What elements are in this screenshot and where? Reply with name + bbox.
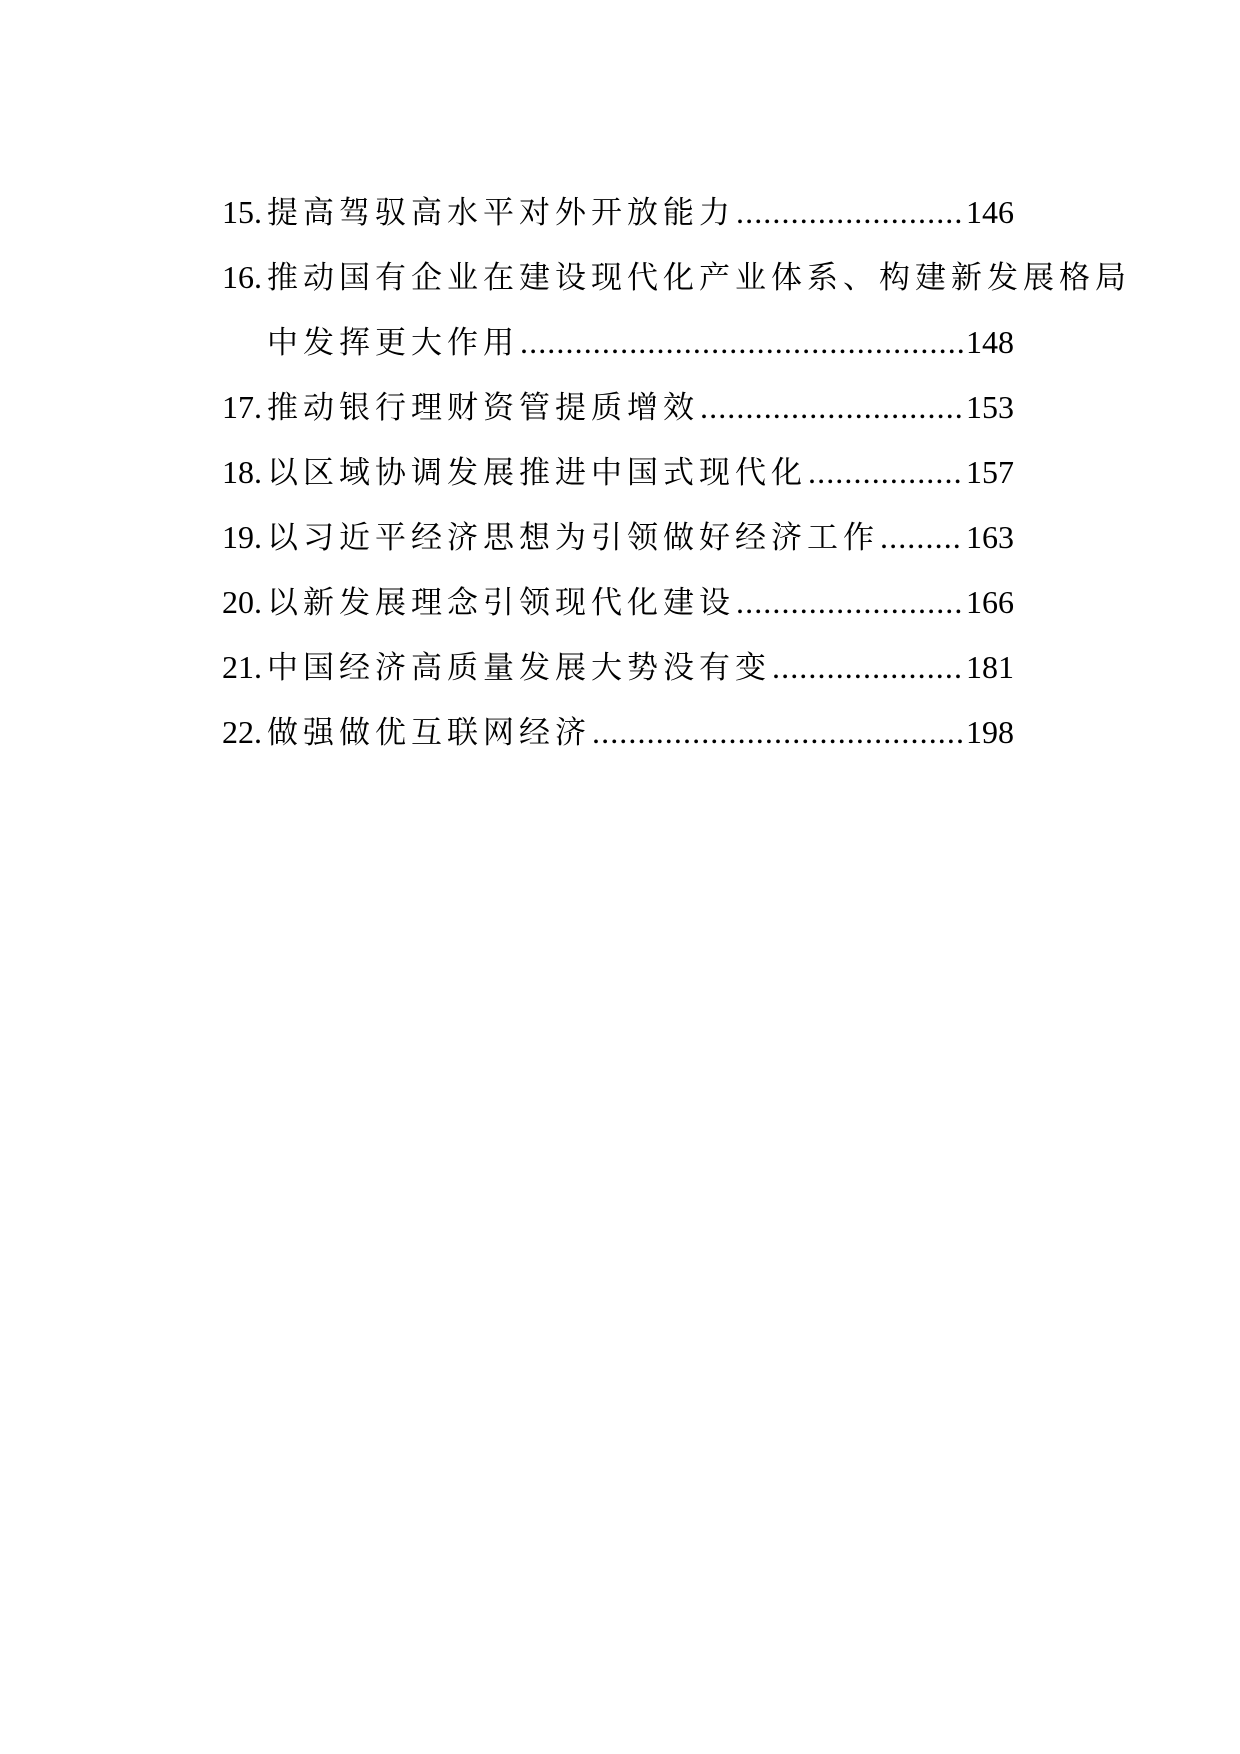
toc-entry-title: 推动银行理财资管提质增效 bbox=[267, 390, 699, 426]
toc-entry-title: 以区域协调发展推进中国式现代化 bbox=[267, 455, 807, 491]
toc-entry-16[interactable] bbox=[222, 245, 1131, 375]
toc-dot-leader bbox=[592, 700, 964, 765]
toc-entry-number: 22. bbox=[222, 714, 262, 750]
toc-entry-18[interactable] bbox=[222, 440, 1022, 505]
toc-entry-number: 20. bbox=[222, 584, 262, 620]
toc-dot-leader bbox=[736, 180, 964, 245]
toc-entry-22[interactable] bbox=[222, 700, 1022, 765]
toc-dot-leader bbox=[808, 440, 964, 505]
toc-dot-leader bbox=[736, 570, 964, 635]
toc-entry-title: 做强做优互联网经济 bbox=[267, 715, 591, 751]
toc-entry-17[interactable] bbox=[222, 375, 1022, 440]
toc-dot-leader bbox=[880, 505, 964, 570]
table-of-contents bbox=[222, 180, 1131, 765]
toc-entry-page: 157 bbox=[966, 454, 1014, 490]
toc-entry-number: 16. bbox=[222, 259, 262, 295]
toc-entry-title: 提高驾驭高水平对外开放能力 bbox=[267, 195, 735, 231]
toc-entry-title: 以习近平经济思想为引领做好经济工作 bbox=[267, 520, 879, 556]
toc-entry-number: 19. bbox=[222, 519, 262, 555]
toc-dot-leader bbox=[700, 375, 964, 440]
toc-entry-page: 198 bbox=[966, 714, 1014, 750]
toc-dot-leader bbox=[520, 310, 964, 375]
toc-entry-page: 146 bbox=[966, 194, 1014, 230]
toc-dot-leader bbox=[772, 635, 964, 700]
toc-entry-page: 148 bbox=[966, 324, 1014, 360]
toc-entry-15[interactable] bbox=[222, 180, 1022, 245]
toc-entry-page: 166 bbox=[966, 584, 1014, 620]
toc-entry-number: 18. bbox=[222, 454, 262, 490]
toc-entry-page: 163 bbox=[966, 519, 1014, 555]
toc-entry-number: 15. bbox=[222, 194, 262, 230]
toc-entry-page: 153 bbox=[966, 389, 1014, 425]
toc-entry-page: 181 bbox=[966, 649, 1014, 685]
toc-entry-number: 21. bbox=[222, 649, 262, 685]
toc-entry-title-line-1: 推动国有企业在建设现代化产业体系、构建新发展格局 bbox=[267, 260, 1131, 296]
toc-entry-21[interactable] bbox=[222, 635, 1022, 700]
toc-entry-20[interactable] bbox=[222, 570, 1022, 635]
toc-entry-number: 17. bbox=[222, 389, 262, 425]
toc-entry-title-line-2: 中发挥更大作用 bbox=[267, 325, 519, 361]
toc-entry-title: 中国经济高质量发展大势没有变 bbox=[267, 650, 771, 686]
toc-entry-title: 以新发展理念引领现代化建设 bbox=[267, 585, 735, 621]
toc-entry-19[interactable] bbox=[222, 505, 1022, 570]
